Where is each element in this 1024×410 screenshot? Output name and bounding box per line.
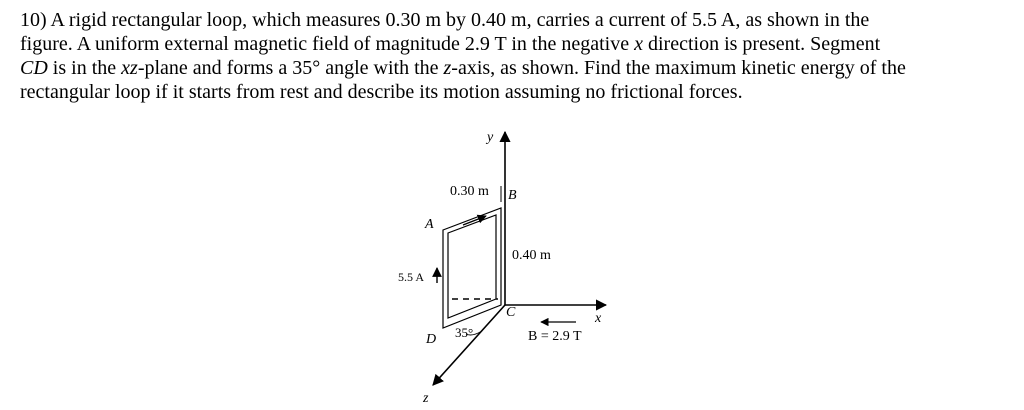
text-run: 10) A rigid rectangular loop, which measures 0.30 m by 0.40 m, carries a current of 5.5 A, as shown in the (20, 9, 870, 31)
text-run: -axis, as shown. Find the maximum kinetic energy of the (451, 57, 906, 79)
variable-xz: xz (121, 57, 138, 79)
current-label: 5.5 A (398, 270, 425, 284)
loop-inner-edge (448, 215, 496, 318)
corner-label-d: D (426, 332, 437, 347)
field-label: B = 2.9 T (528, 329, 582, 344)
text-run: rectangular loop if it starts from rest and describe its motion assuming no frictional forces. (20, 81, 743, 103)
axis-label-z: z (423, 391, 429, 406)
corner-label-c: C (506, 305, 516, 320)
z-axis-line (433, 305, 505, 385)
text-run: is in the (47, 57, 122, 79)
axis-label-x: x (595, 311, 602, 326)
segment-cd-label: CD (20, 57, 48, 79)
corner-label-a: A (425, 217, 434, 232)
axis-label-y: y (487, 130, 494, 145)
text-run: figure. A uniform external magnetic field of magnitude 2.9 T in the negative (20, 33, 635, 55)
width-dimension-label: 0.30 m (450, 184, 489, 199)
height-dimension-label: 0.40 m (512, 248, 551, 263)
corner-label-b: B (508, 188, 517, 203)
loop-outer-edge (443, 208, 501, 328)
text-run: direction is present. Segment (642, 33, 881, 55)
variable-z: z (443, 57, 452, 79)
text-run: -plane and forms a 35° angle with the (137, 57, 444, 79)
angle-label: 35° (455, 325, 474, 340)
variable-x: x (634, 33, 643, 55)
